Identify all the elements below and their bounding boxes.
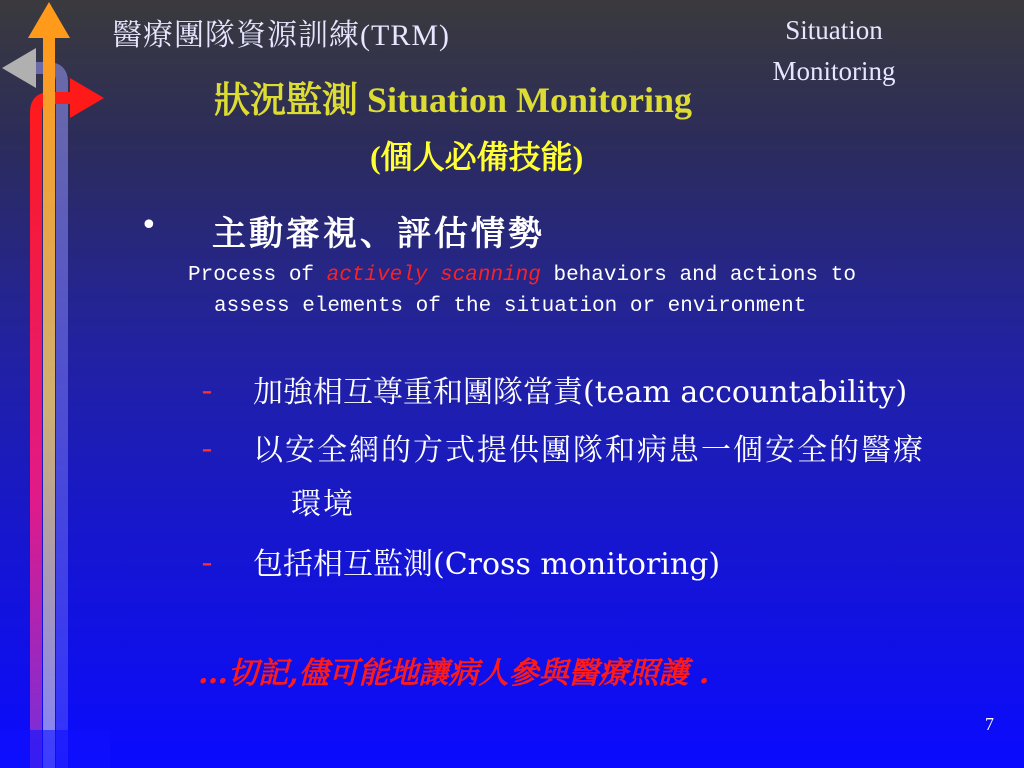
- sub-title: (個人必備技能): [370, 139, 584, 175]
- desc-suffix: behaviors and actions to: [540, 264, 856, 287]
- bullet-marker: •: [140, 208, 158, 243]
- desc-emphasis: actively scanning: [326, 264, 541, 287]
- desc-prefix: Process of: [188, 264, 327, 287]
- desc-line2: assess elements of the situation or environment: [214, 295, 807, 318]
- corner-label-line1: Situation: [785, 15, 883, 45]
- sub-item: [198, 538, 938, 592]
- page-number: 7: [985, 714, 994, 734]
- dash-marker: -: [198, 548, 217, 582]
- header-title: 醫療團隊資源訓練(TRM): [112, 19, 450, 52]
- sub-item-text: 加強相互尊重和團隊當責(team accountability): [253, 375, 908, 410]
- dash-marker: -: [198, 376, 217, 410]
- sub-item-text: 以安全網的方式提供團隊和病患一個安全的醫療環境: [253, 433, 925, 522]
- decorative-arrows: [0, 0, 110, 768]
- sub-item: [198, 370, 938, 416]
- bullet-description: [188, 260, 888, 322]
- sub-item: [198, 424, 938, 532]
- main-title: 狀況監測 Situation Monitoring: [214, 80, 693, 120]
- sub-item-list: [198, 370, 938, 598]
- bullet-heading: 主動審視、評估情勢: [212, 214, 545, 254]
- corner-label-line2: Monitoring: [772, 56, 896, 86]
- dash-marker: -: [198, 434, 219, 468]
- reminder-note: …切記,儘可能地讓病人參與醫療照護 .: [198, 656, 710, 691]
- sub-item-text: 包括相互監測(Cross monitoring): [253, 547, 721, 582]
